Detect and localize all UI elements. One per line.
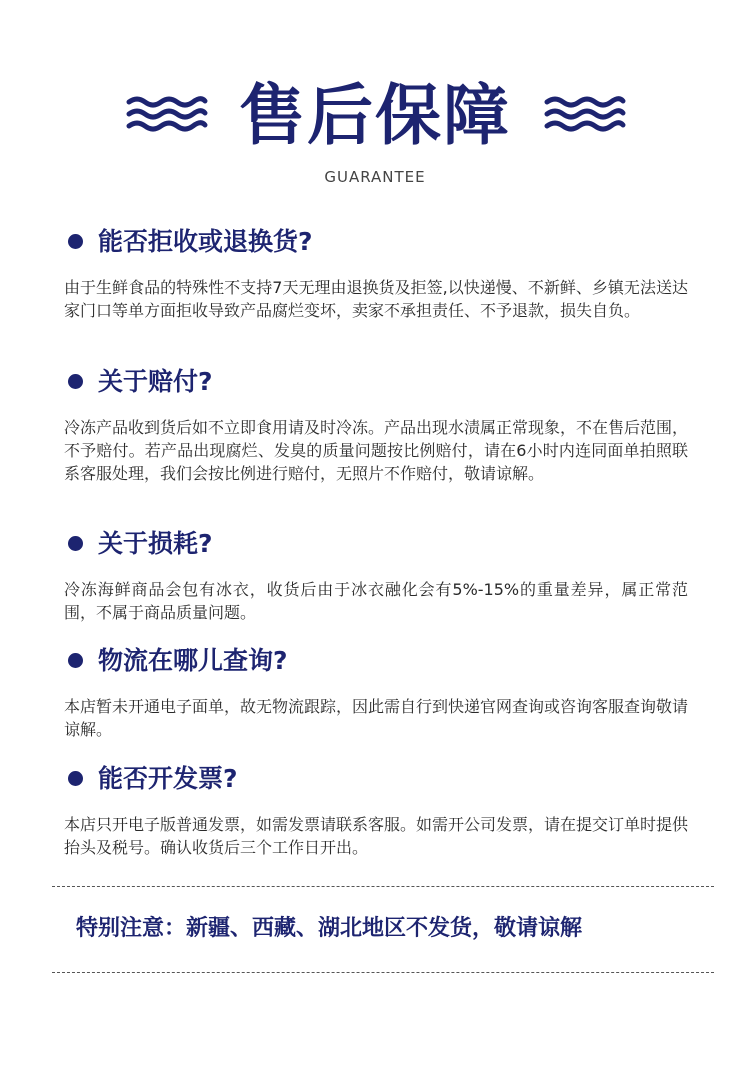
dashed-divider-bottom — [52, 972, 714, 973]
page-title: 售后保障 — [239, 76, 511, 154]
section-title: 能否拒收或退换货? — [98, 227, 313, 256]
header — [0, 0, 750, 200]
section-invoice — [64, 759, 688, 859]
section-logistics — [64, 641, 688, 741]
section-title: 物流在哪儿查询? — [98, 646, 288, 675]
bullet-dot-icon — [68, 536, 83, 551]
section-compensation — [64, 362, 688, 485]
section-title: 能否开发票? — [98, 764, 238, 793]
section-weight-loss — [64, 524, 688, 624]
section-body: 由于生鲜食品的特殊性不支持7天无理由退换货及拒签,以快递慢、不新鲜、乡镇无法送达家门口等单方面拒收导致产品腐烂变坏，卖家不承担责任、不予退款，损失自负。 — [64, 278, 688, 320]
bullet-dot-icon — [68, 771, 83, 786]
special-notice: 特别注意：新疆、西藏、湖北地区不发货，敬请谅解 — [76, 916, 583, 941]
section-body: 本店只开电子版普通发票，如需发票请联系客服。如需开公司发票，请在提交订单时提供抬头及税号。确认收货后三个工作日开出。 — [64, 815, 689, 857]
section-body: 冷冻海鲜商品会包有冰衣，收货后由于冰衣融化会有5%-15%的重量差异，属正常范围，不属于商品质量问题。 — [64, 580, 688, 622]
section-return-policy — [64, 222, 688, 322]
section-title: 关于损耗? — [98, 529, 213, 558]
bullet-dot-icon — [68, 653, 83, 668]
section-body: 本店暂未开通电子面单，故无物流跟踪，因此需自行到快递官网查询或咨询客服查询敬请谅解。 — [64, 697, 689, 739]
wave-decoration-right — [544, 95, 626, 135]
bullet-dot-icon — [68, 374, 83, 389]
section-body: 冷冻产品收到货后如不立即食用请及时冷冻。产品出现水渍属正常现象，不在售后范围，不予赔付。若产品出现腐烂、发臭的质量问题按比例赔付，请在6小时内连同面单拍照联系客服处理，我们会按比例进行赔付，无照片不作赔付，敬请谅解。 — [64, 418, 689, 483]
page-subtitle: GUARANTEE — [324, 168, 426, 186]
section-title: 关于赔付? — [98, 367, 213, 396]
dashed-divider-top — [52, 886, 714, 887]
bullet-dot-icon — [68, 234, 83, 249]
